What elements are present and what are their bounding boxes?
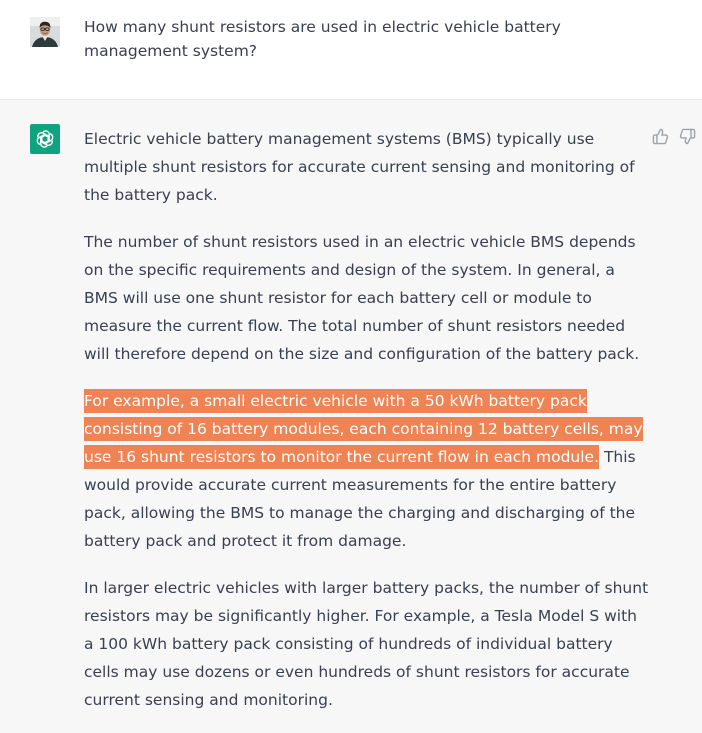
user-avatar-photo-icon bbox=[30, 17, 60, 47]
openai-logo-icon bbox=[30, 124, 60, 154]
answer-paragraph-3 bbox=[84, 387, 649, 555]
thumbs-up-button[interactable] bbox=[650, 126, 670, 146]
assistant-message-text bbox=[84, 125, 649, 733]
user-message-text: How many shunt resistors are used in electric vehicle battery management system? bbox=[84, 18, 561, 60]
thumbs-down-button[interactable] bbox=[677, 126, 697, 146]
user-avatar bbox=[30, 17, 60, 47]
user-message-row bbox=[0, 0, 702, 100]
thumbs-down-icon bbox=[679, 128, 696, 145]
answer-paragraph-4: In larger electric vehicles with larger battery packs, the number of shunt resistors may be significantly higher. For example, a Tesla Model S with a 100 kWh battery pack consisting of hundreds of individual battery cells may use dozens or even hundreds of shunt resistors for accurate current sensing and monitoring. bbox=[84, 579, 649, 709]
answer-paragraph-1: Electric vehicle battery management systems (BMS) typically use multiple shunt resistors for accurate current sensing and monitoring of the battery pack. bbox=[84, 130, 635, 204]
answer-paragraph-2: The number of shunt resistors used in an electric vehicle BMS depends on the specific requirements and design of the system. In general, a BMS will use one shunt resistor for each battery cell or module to measure the current flow. The total number of shunt resistors needed will therefore depend on the size and configuration of the battery pack. bbox=[84, 233, 640, 363]
answer-paragraph-3-rest: This would provide accurate current measurements for the entire battery pack, allowing the BMS to manage the charging and discharging of the battery pack and protect it from damage. bbox=[84, 448, 636, 550]
assistant-message-row bbox=[0, 100, 702, 733]
highlighted-text-selection[interactable]: For example, a small electric vehicle with a 50 kWh battery pack consisting of 16 battery modules, each containing 12 battery cells, may use 16 shunt resistors to monitor the current flow in each module. bbox=[84, 389, 643, 469]
thumbs-up-icon bbox=[652, 128, 669, 145]
